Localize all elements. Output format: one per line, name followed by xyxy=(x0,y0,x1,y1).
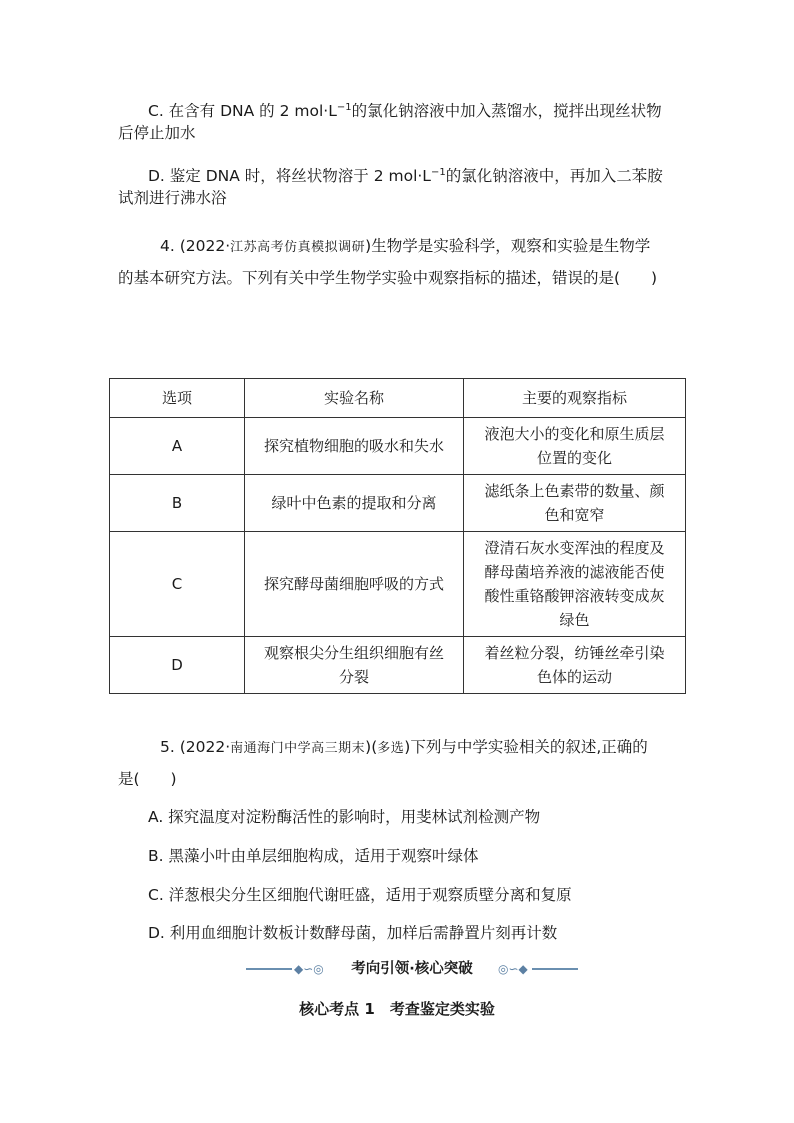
text: )生物学是实验科学，观察和实验是生物学 xyxy=(365,237,651,255)
superscript: −1 xyxy=(336,102,352,113)
indicator-cell xyxy=(464,532,686,637)
option-cell: A xyxy=(110,418,245,475)
text: 的氯化钠溶液中加入蒸馏水，搅拌出现丝状物 xyxy=(351,102,662,120)
ornament-swirl-icon: ◆∽◎ xyxy=(294,962,324,976)
q5-option-a: A. 探究温度对淀粉酶活性的影响时，用斐林试剂检测产物 xyxy=(148,808,541,826)
cell-line: 液泡大小的变化和原生质层 xyxy=(484,425,665,443)
cell-line: 着丝粒分裂，纺锤丝牵引染 xyxy=(484,644,665,662)
q3-option-d-line1 xyxy=(148,161,663,188)
text: C. 在含有 DNA 的 2 mol·L xyxy=(148,102,337,120)
question-source: 江苏高考仿真模拟调研 xyxy=(230,240,366,255)
cell-line: 色和宽窄 xyxy=(544,506,605,524)
q5-stem-line2: 是( ) xyxy=(118,770,177,788)
cell-line: 观察根尖分生组织细胞有丝 xyxy=(263,644,444,662)
option-cell: B xyxy=(110,475,245,532)
text: D. 鉴定 DNA 时，将丝状物溶于 2 mol·L xyxy=(148,167,431,185)
name-cell xyxy=(245,475,464,532)
option-cell: C xyxy=(110,532,245,637)
observation-table xyxy=(109,378,686,694)
indicator-cell xyxy=(464,637,686,694)
text: 的氯化钠溶液中，再加入二苯胺 xyxy=(445,167,663,185)
cell-line: 探究植物细胞的吸水和失水 xyxy=(263,437,444,455)
header-cell: 主要的观察指标 xyxy=(464,379,686,418)
banner-rule-right xyxy=(532,968,578,970)
q3-option-c-line1 xyxy=(148,96,662,123)
name-cell xyxy=(245,532,464,637)
table-row xyxy=(110,637,686,694)
q3-option-d-line2: 试剂进行沸水浴 xyxy=(118,189,227,207)
question-number: 4. (2022· xyxy=(160,237,231,255)
superscript: −1 xyxy=(430,167,446,178)
cell-line: 位置的变化 xyxy=(536,449,612,467)
q3-option-c-line2: 后停止加水 xyxy=(118,124,196,142)
cell-line: 绿叶中色素的提取和分离 xyxy=(271,494,437,512)
cell-line: 探究酵母菌细胞呼吸的方式 xyxy=(263,575,444,593)
q5-option-b: B. 黑藻小叶由单层细胞构成，适用于观察叶绿体 xyxy=(148,847,479,865)
q4-stem-line1 xyxy=(160,234,650,260)
question-number: 5. (2022· xyxy=(160,738,231,756)
q5-option-c: C. 洋葱根尖分生区细胞代谢旺盛，适用于观察质壁分离和复原 xyxy=(148,886,572,904)
ornament-swirl-icon: ◎∽◆ xyxy=(498,962,528,976)
text: )下列与中学实验相关的叙述,正确的 xyxy=(404,738,648,756)
cell-line: 分裂 xyxy=(338,668,369,686)
table-row xyxy=(110,418,686,475)
multi-select-tag: 多选 xyxy=(377,741,405,756)
cell-line: 澄清石灰水变浑浊的程度及 xyxy=(484,539,665,557)
cell-line: 绿色 xyxy=(559,611,590,629)
section-banner-title: 考向引领·核心突破 xyxy=(351,961,473,977)
section-banner xyxy=(246,958,578,980)
cell-line: 酵母菌培养液的滤液能否使 xyxy=(484,563,665,581)
cell-line: 色体的运动 xyxy=(536,668,612,686)
table-row xyxy=(110,532,686,637)
table-row xyxy=(110,475,686,532)
question-source: 南通海门中学高三期末 xyxy=(230,741,366,756)
indicator-cell xyxy=(464,418,686,475)
text: )( xyxy=(365,738,378,756)
header-cell: 选项 xyxy=(110,379,245,418)
cell-line: 滤纸条上色素带的数量、颜 xyxy=(484,482,665,500)
header-cell: 实验名称 xyxy=(245,379,464,418)
option-cell: D xyxy=(110,637,245,694)
cell-line: 酸性重铬酸钾溶液转变成灰 xyxy=(484,587,665,605)
q4-stem-line2: 的基本研究方法。下列有关中学生物学实验中观察指标的描述，错误的是( ) xyxy=(118,269,658,287)
q5-stem-line1 xyxy=(160,735,648,761)
core-point-heading: 核心考点 1 考查鉴定类实验 xyxy=(299,1000,495,1018)
name-cell xyxy=(245,637,464,694)
name-cell xyxy=(245,418,464,475)
table-header-row xyxy=(110,379,686,418)
indicator-cell xyxy=(464,475,686,532)
q5-option-d: D. 利用血细胞计数板计数酵母菌，加样后需静置片刻再计数 xyxy=(148,924,558,942)
